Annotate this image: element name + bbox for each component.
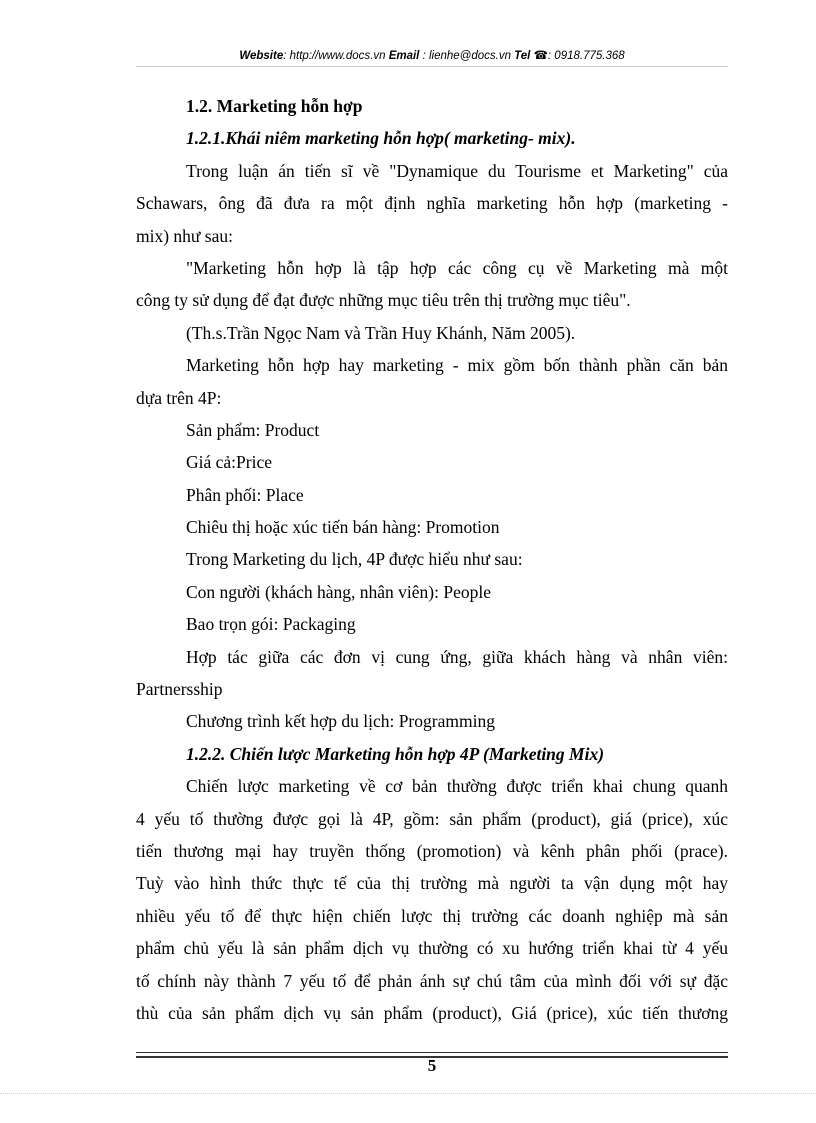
body-text-line: công ty sử dụng để đạt được những mục tiêu trên thị trường mục tiêu". — [136, 290, 631, 311]
body-text-line: (Th.s.Trần Ngọc Nam và Trần Huy Khánh, Năm 2005). — [186, 322, 576, 343]
body-text-line: tố chính này thành 7 yếu tố để phản ánh sự chú tâm của mình đối với sự đặc — [136, 970, 728, 991]
body-text-line: tiến thương mại hay truyền thống (promotion) và kênh phân phối (prace). — [136, 840, 728, 861]
body-text-line: dựa trên 4P: — [136, 387, 222, 408]
body-text-line: mix) như sau: — [136, 225, 233, 246]
body-text-line: "Marketing hỗn hợp là tập hợp các công cụ về Marketing mà một — [186, 257, 728, 278]
website-label: Website — [239, 50, 284, 62]
body-text-line: nhiều yếu tố để thực hiện chiến lược thị trường các doanh nghiệp mà sản — [136, 905, 728, 926]
body-text-line: Phân phối: Place — [186, 484, 304, 505]
body-text-line: Hợp tác giữa các đơn vị cung ứng, giữa khách hàng và nhân viên: — [186, 646, 728, 667]
footer-rule — [136, 1052, 728, 1053]
body-text-line: Trong luận án tiến sĩ về "Dynamique du Tourisme et Marketing" của — [186, 160, 728, 181]
body-text-line: Partnersship — [136, 679, 223, 700]
email-value: : lienhe@docs.vn — [422, 50, 511, 62]
body-text-line: Con người (khách hàng, nhân viên): People — [186, 581, 491, 602]
body-text-line: Schawars, ông đã đưa ra một định nghĩa marketing hỗn hợp (marketing - — [136, 193, 728, 214]
website-value: : http://www.docs.vn — [283, 50, 386, 62]
body-text-line: Chiêu thị hoặc xúc tiến bán hàng: Promotion — [186, 517, 500, 538]
body-text-line: Bao trọn gói: Packaging — [186, 614, 356, 635]
body-text-line: Marketing hỗn hợp hay marketing - mix gồm bốn thành phần căn bản — [186, 355, 728, 376]
section-heading: 1.2. Marketing hỗn hợp — [186, 96, 363, 116]
body-text-line: Chương trình kết hợp du lịch: Programming — [186, 711, 495, 732]
body-text-line: thù của sản phẩm dịch vụ sản phẩm (product), Giá (price), xúc tiến thương — [136, 1002, 728, 1023]
page-header — [136, 48, 728, 62]
body-text-line: Sản phẩm: Product — [186, 419, 320, 440]
body-text-line: Trong Marketing du lịch, 4P được hiểu như sau: — [186, 549, 523, 570]
tel-label: Tel — [514, 50, 531, 62]
body-text-line: Chiến lược marketing về cơ bản thường được triển khai chung quanh — [186, 776, 728, 797]
body-text-line: Giá cả:Price — [186, 452, 272, 473]
section-heading: 1.2.2. Chiến lược Marketing hỗn hợp 4P (Marketing Mix) — [186, 743, 605, 764]
document-body — [136, 90, 728, 1029]
section-heading: 1.2.1.Khái niêm marketing hỗn hợp( marketing- mix). — [186, 128, 576, 149]
body-text-line: 4 yếu tố thường được gọi là 4P, gồm: sản phẩm (product), giá (price), xúc — [136, 808, 728, 829]
tel-value: : 0918.775.368 — [547, 50, 625, 62]
phone-icon: ☎ — [533, 50, 548, 62]
body-text-line: phẩm chủ yếu là sản phẩm dịch vụ thường có xu hướng triển khai từ 4 yếu — [136, 938, 728, 959]
body-text-line: Tuỳ vào hình thức thực tế của thị trường mà người ta vận dụng một hay — [136, 873, 728, 894]
email-label: Email — [388, 50, 420, 62]
header-rule — [136, 66, 728, 67]
page-number: 5 — [427, 1056, 437, 1075]
page-bottom-edge — [0, 1093, 816, 1094]
